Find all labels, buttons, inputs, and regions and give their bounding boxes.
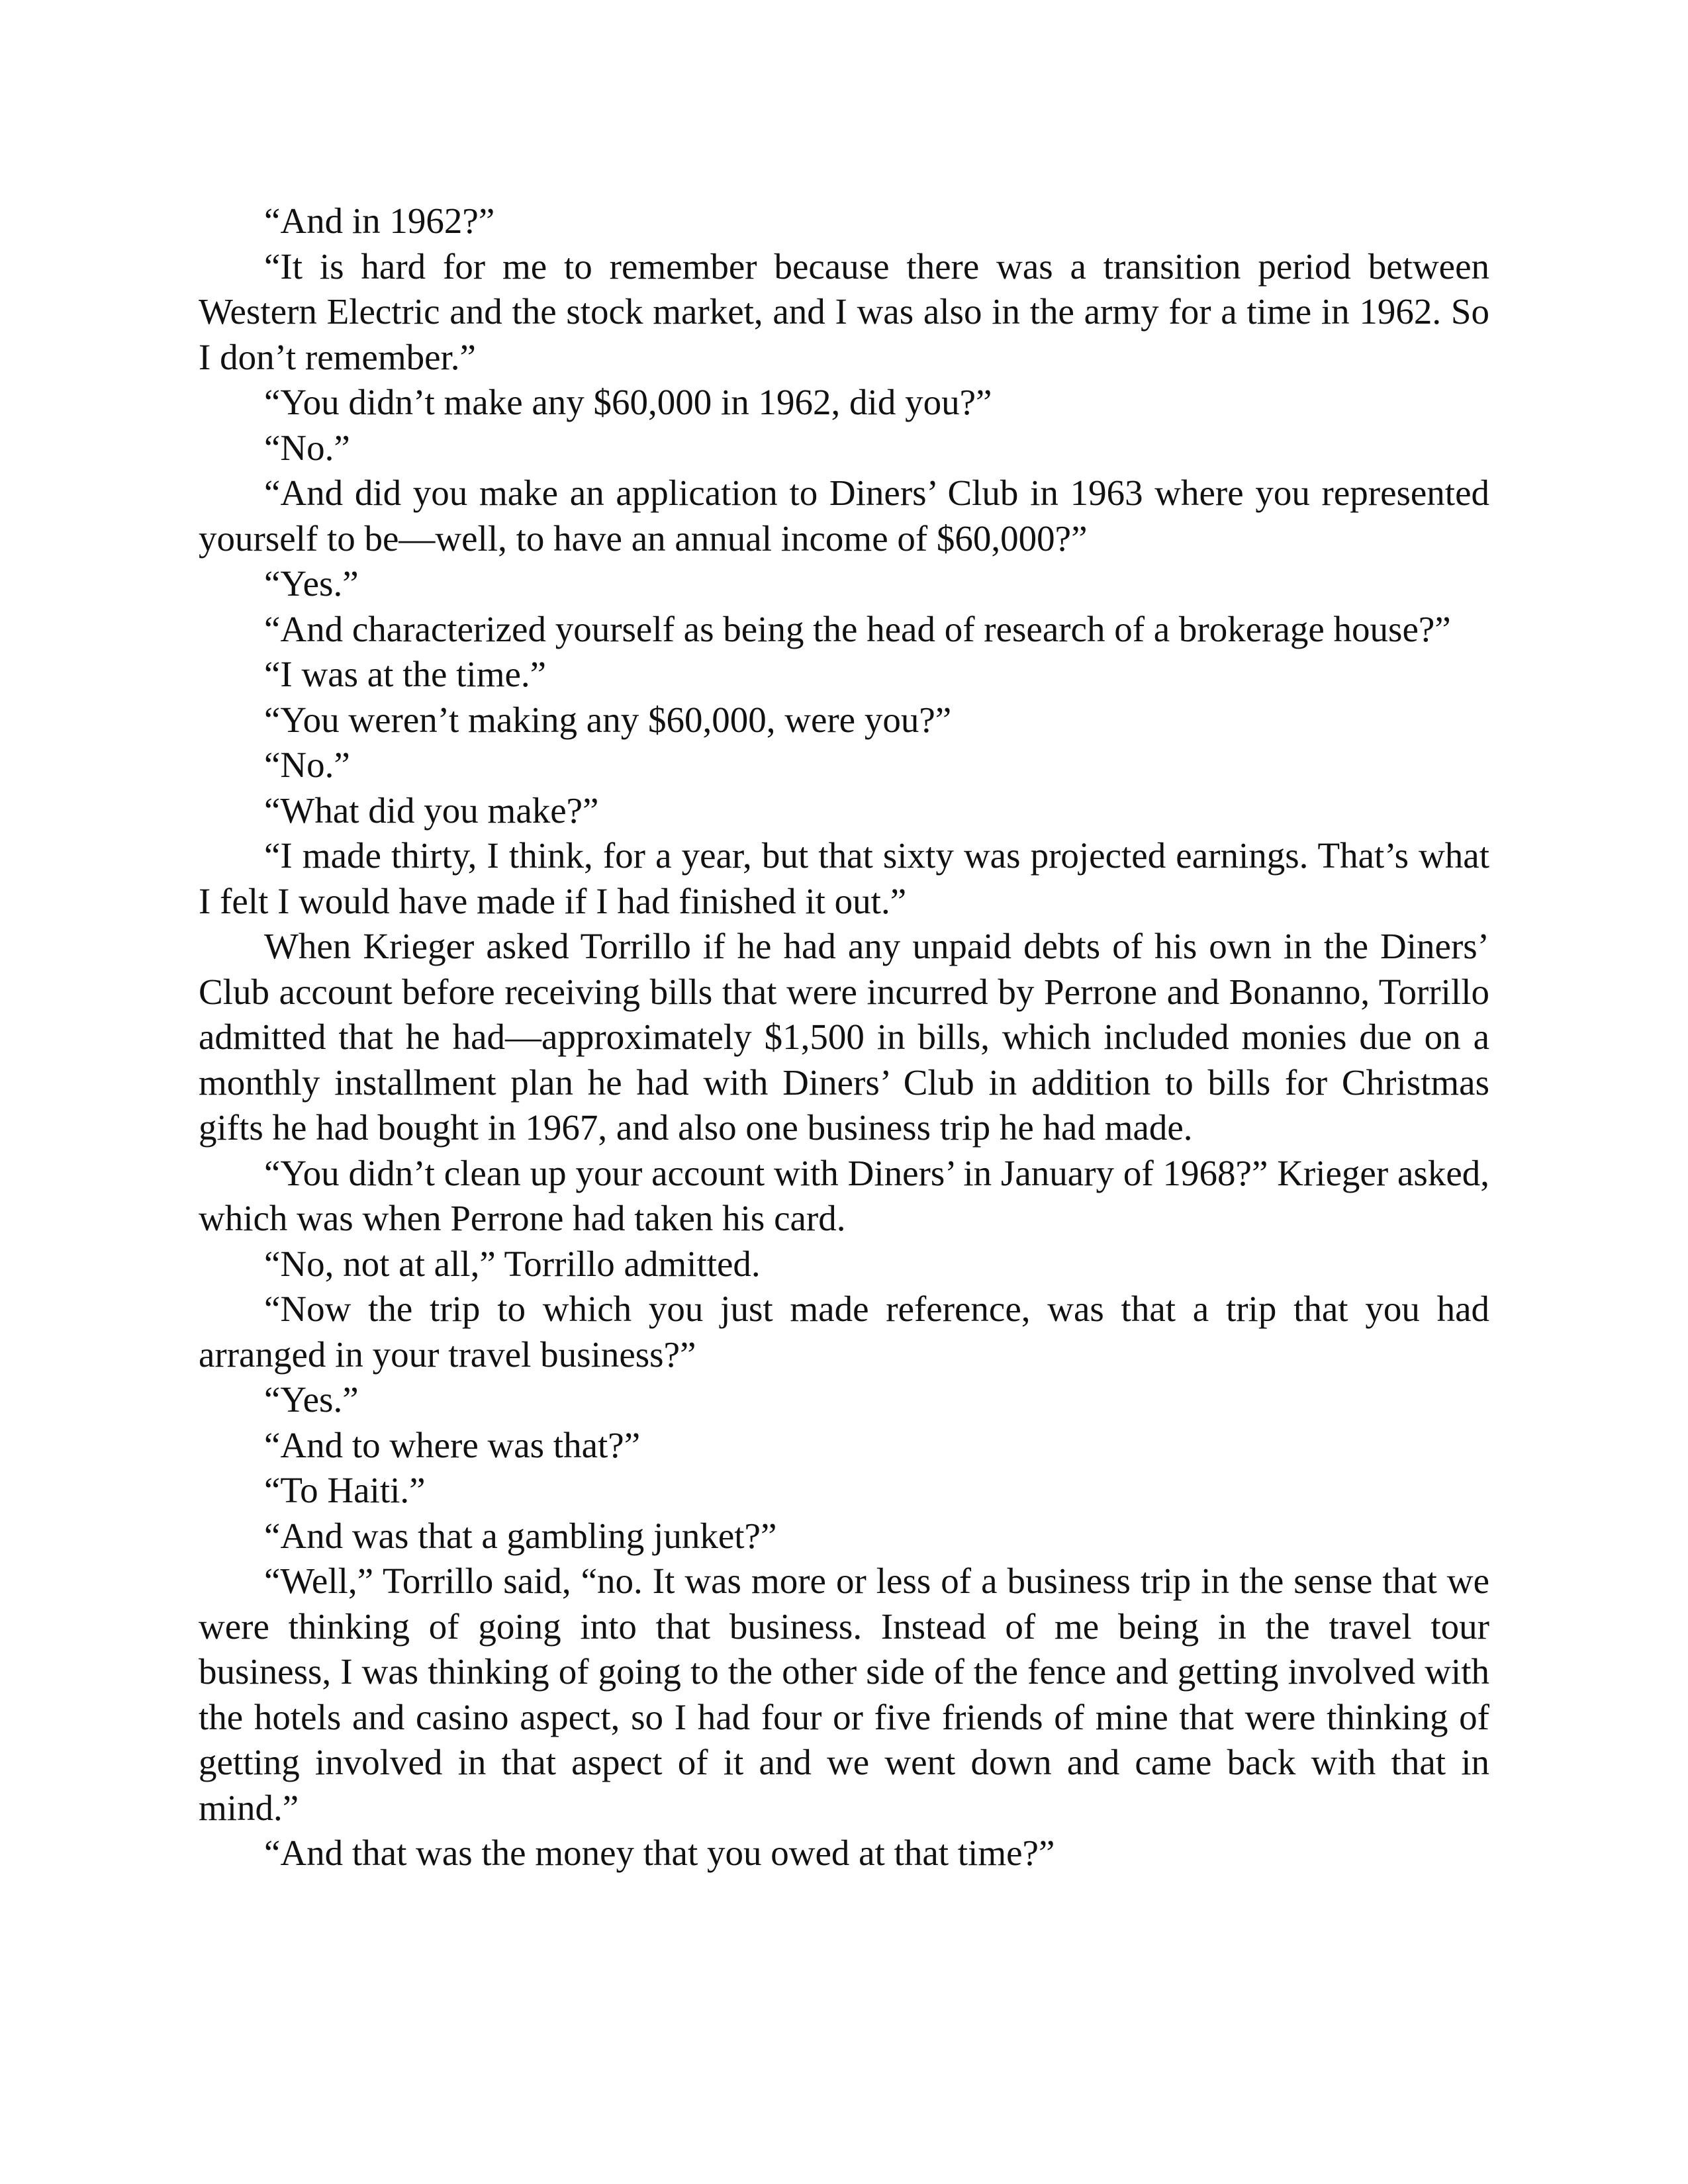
paragraph: When Krieger asked Torrillo if he had any unpaid debts of his own in the Diners’ Club account before receiving bills that were incurred by Perrone and Bonanno, Torrillo admitted that he had—approximately $1,500 in bills, which included monies due on a monthly installment plan he had with Diners’ Club in addition to bills for Christmas gifts he had bought in 1967, and also one business trip he had made. [199,926,1489,1148]
paragraph: “It is hard for me to remember because there was a transition period between Western Electric and the stock market, and I was also in the army for a time in 1962. So I don’t remember.” [199,246,1489,377]
document-page [199,199,1489,1876]
paragraph: “And that was the money that you owed at that time?” [264,1833,1055,1873]
paragraph: “What did you make?” [264,790,599,831]
paragraph: “Yes.” [264,1379,359,1420]
paragraph: “And characterized yourself as being the head of research of a brokerage house?” [264,608,1451,649]
paragraph: “You weren’t making any $60,000, were you?” [264,699,952,740]
paragraph: “No, not at all,” Torrillo admitted. [264,1243,761,1284]
paragraph: “No.” [264,745,350,785]
paragraph: “Well,” Torrillo said, “no. It was more or less of a business trip in the sense that we were thinking of going into that business. Instead of me being in the travel tour business, I was thinking of going to the other side of the fence and getting involved with the hotels and casino aspect, so I had four or five friends of mine that were thinking of getting involved in that aspect of it and we went down and came back with that in mind.” [199,1561,1489,1828]
paragraph: “Yes.” [264,563,359,604]
paragraph: “And was that a gambling junket?” [264,1515,777,1556]
paragraph: “Now the trip to which you just made reference, was that a trip that you had arranged in your travel business?” [199,1289,1489,1375]
paragraph: “And in 1962?” [264,201,495,241]
paragraph: “To Haiti.” [264,1470,426,1510]
paragraph: “I was at the time.” [264,654,547,694]
paragraph: “No.” [264,427,350,468]
paragraph: “And did you make an application to Diners’ Club in 1963 where you represented yourself to be—well, to have an annual income of $60,000?” [199,473,1489,559]
paragraph: “You didn’t make any $60,000 in 1962, did you?” [264,382,992,422]
paragraph: “I made thirty, I think, for a year, but that sixty was projected earnings. That’s what I felt I would have made if I had finished it out.” [199,835,1489,921]
paragraph: “You didn’t clean up your account with Diners’ in January of 1968?” Krieger asked, which was when Perrone had taken his card. [199,1152,1489,1238]
paragraph: “And to where was that?” [264,1424,641,1465]
